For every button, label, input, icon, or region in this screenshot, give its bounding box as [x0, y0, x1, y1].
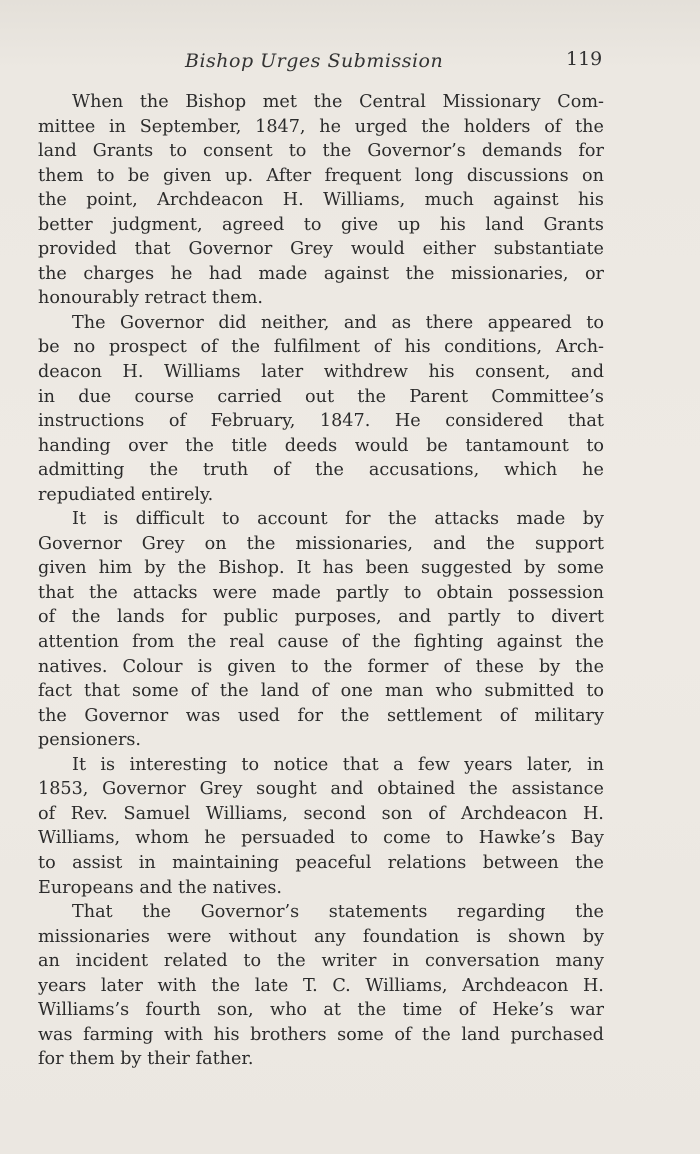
text-line: the Governor was used for the settlement of military	[38, 705, 604, 726]
text-line: better judgment, agreed to give up his land Grants	[38, 214, 604, 235]
body-text	[38, 90, 604, 1072]
text-line: of the lands for public purposes, and partly to divert	[38, 607, 604, 628]
text-line: an incident related to the writer in conversation many	[38, 951, 604, 972]
running-title: Bishop Urges Submission	[185, 50, 444, 72]
text-line: pensioners.	[38, 730, 142, 751]
text-line: The Governor did neither, and as there appeared to	[72, 312, 604, 333]
text-line: the point, Archdeacon H. Williams, much against his	[38, 190, 604, 211]
text-line: for them by their father.	[38, 1049, 254, 1070]
text-line: that the attacks were made partly to obtain possession	[38, 582, 604, 603]
text-line: attention from the real cause of the fighting against the	[38, 632, 604, 653]
text-line: That the Governor’s statements regarding the	[72, 902, 604, 923]
text-line: the charges he had made against the missionaries, or	[38, 263, 604, 284]
text-line: missionaries were without any foundation is shown by	[38, 926, 604, 947]
paragraph	[38, 311, 604, 507]
paragraph	[38, 900, 604, 1072]
text-line: deacon H. Williams later withdrew his consent, and	[38, 362, 604, 383]
text-line: Governor Grey on the missionaries, and the support	[38, 533, 604, 554]
text-line: years later with the late T. C. Williams, Archdeacon H.	[38, 975, 604, 996]
text-line: be no prospect of the fulfilment of his conditions, Arch-	[38, 337, 604, 358]
text-line: Europeans and the natives.	[38, 877, 282, 898]
text-line: in due course carried out the Parent Committee’s	[38, 386, 604, 407]
text-line: natives. Colour is given to the former of these by the	[38, 656, 604, 677]
page-number: 119	[566, 48, 603, 70]
text-line: Williams, whom he persuaded to come to Hawke’s Bay	[38, 828, 604, 849]
text-line: It is difficult to account for the attacks made by	[72, 509, 604, 530]
text-line: It is interesting to notice that a few years later, in	[72, 754, 604, 775]
text-line: them to be given up. After frequent long discussions on	[38, 165, 604, 186]
paragraph	[38, 753, 604, 900]
text-line: to assist in maintaining peaceful relations between the	[38, 852, 604, 873]
text-line: handing over the title deeds would be tantamount to	[38, 435, 604, 456]
text-line: mittee in September, 1847, he urged the holders of the	[38, 116, 604, 137]
text-line: provided that Governor Grey would either substantiate	[38, 239, 604, 260]
text-line: repudiated entirely.	[38, 484, 214, 505]
text-line: fact that some of the land of one man who submitted to	[38, 681, 604, 702]
text-line: 1853, Governor Grey sought and obtained the assistance	[38, 779, 604, 800]
paragraph	[38, 90, 604, 311]
text-line: of Rev. Samuel Williams, second son of Archdeacon H.	[38, 803, 604, 824]
text-line: instructions of February, 1847. He considered that	[38, 411, 604, 432]
text-line: admitting the truth of the accusations, which he	[38, 460, 604, 481]
text-line: given him by the Bishop. It has been suggested by some	[38, 558, 604, 579]
text-line: land Grants to consent to the Governor’s demands for	[38, 141, 604, 162]
text-line: honourably retract them.	[38, 288, 263, 309]
paragraph	[38, 507, 604, 752]
page-header	[0, 48, 700, 78]
text-line: When the Bishop met the Central Missionary Com-	[72, 92, 604, 112]
text-line: Williams’s fourth son, who at the time of Heke’s war	[38, 1000, 604, 1021]
text-line: was farming with his brothers some of the land purchased	[38, 1024, 604, 1045]
